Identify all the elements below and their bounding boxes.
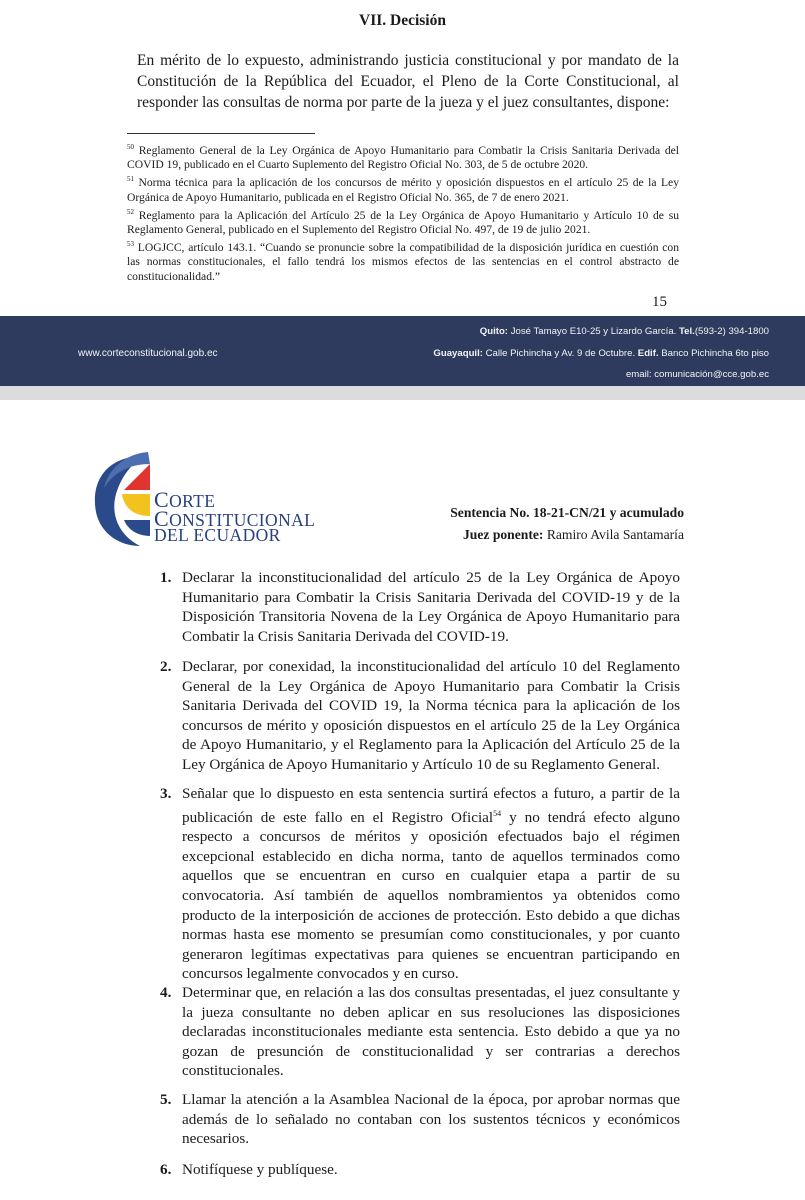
footnotes (127, 140, 679, 284)
decision-item: 3. Señalar que lo dispuesto en esta sentencia surtirá efectos a futuro, a partir de la publicación de este fallo en el Registro Oficial$^{54}$ y no tendrá efecto alguno respecto a concursos de méritos y oposición efectuados bajo el régimen excepcional establecido en dicha norma, tanto de aquellos terminados como aquellos que se encuentran en curso en cualquier etapa a partir de su convocatoria. Así también de aquellos nombramientos ya obtenidos como producto de la interposición de acciones de protección. Esto debido a que dichas normas hasta ese momento se presumían como constitucionales, y por cuanto generaron legítimas expectativas para quienes se encuentran participando en concursos legalmente convocados y en curso. (160, 785, 680, 983)
sentencia-number: Sentencia No. 18-21-CN/21 y acumulado (450, 505, 684, 520)
decision-item: 6. Notifíquese y publíquese. (160, 1161, 338, 1178)
page-15 (0, 0, 805, 386)
email-address[interactable]: email: comunicación@cce.gob.ec (625, 369, 769, 380)
website-link[interactable]: www.corteconstitucional.gob.ec (78, 348, 218, 359)
section-heading: VII. Decisión (359, 12, 446, 29)
decision-item: 2. Declarar, por conexidad, la inconstitucionalidad del artículo 10 del Reglamento General de la Ley Orgánica de Apoyo Humanitario para Combatir la Crisis Sanitaria Derivada del COVID 19, la Norma técnica para la aplicación de los concursos de mérito y oposición dispuestos en el artículo 25 de la Ley Orgánica de Apoyo Humanitario, y el Reglamento para la Aplicación del Artículo 25 de la Ley Orgánica de Apoyo Humanitario y Artículo 10 de su Reglamento General. (160, 658, 680, 773)
page-footer (0, 316, 805, 386)
footnote-52: $^{52}$ Reglamento para la Aplicación del Artículo 25 de la Ley Orgánica de Apoyo Humanitario y Artículo 10 de su Reglamento General, publicado en el Suplemento del Registro Oficial No. 497, de 19 de julio 2021. (127, 207, 680, 237)
footnote-ref-54: 54 (493, 808, 502, 818)
juez-ponente: Juez ponente: Ramiro Avila Santamaría (463, 527, 684, 542)
quito-address: Quito: José Tamayo E10-25 y Lizardo García. Tel.(593-2) 394-1800 (479, 326, 769, 337)
corte-constitucional-logo (88, 450, 316, 550)
intro-paragraph: En mérito de lo expuesto, administrando justicia constitucional y por mandato de la Constitución de la República del Ecuador, el Pleno de la Corte Constitucional, al responder las consultas de norma por parte de la jueza y el juez consultantes, dispone: (137, 52, 679, 111)
footnote-50: $^{50}$ Reglamento General de la Ley Orgánica de Apoyo Humanitario para Combatir la Crisis Sanitaria Derivada del COVID 19, publicado en el Cuarto Suplemento del Registro Oficial No. 303, de 5 de octubre 2020. (127, 143, 679, 172)
logo-line-3: DEL ECUADOR (154, 525, 281, 545)
decision-item: 4. Determinar que, en relación a las dos consultas presentadas, el juez consultante y la jueza consultante no deben aplicar en sus resoluciones las disposiciones declaradas inconstitucionales mediante esta sentencia. Esto debido a que ya no gozan de presunción de constitucionalidad y ser contrarias a derechos constitucionales. (160, 984, 680, 1080)
footnote-53: $^{53}$ LOGJCC, artículo 143.1. “Cuando se pronuncie sobre la compatibilidad de la disposición jurídica en cuestión con las normas constitucionales, el fallo tendrá los mismos efectos de las sentencias en el control abstracto de constitucionalidad.” (127, 240, 680, 283)
footnote-divider (127, 133, 315, 134)
decision-item: 1. Declarar la inconstitucionalidad del artículo 25 de la Ley Orgánica de Apoyo Humanitario para Combatir la Crisis Sanitaria Derivada del COVID-19 y de la Disposición Transitoria Novena de la Ley Orgánica de Apoyo Humanitario para Combatir la Crisis Sanitaria Derivada del COVID-19. (160, 569, 680, 645)
sentencia-header (450, 502, 684, 546)
footnote-51: $^{51}$ Norma técnica para la aplicación de los concursos de mérito y oposición dispuestos en el artículo 25 de la Ley Orgánica de Apoyo Humanitario, publicada en el Registro Oficial No. 365, de 7 de enero 2021. (127, 175, 679, 204)
page-number: 15 (652, 294, 667, 310)
page-separator (0, 386, 805, 400)
page-16 (0, 400, 805, 1200)
guayaquil-address: Guayaquil: Calle Pichincha y Av. 9 de Octubre. Edif. Banco Pichincha 6to piso (433, 348, 769, 359)
decision-item: 5. Llamar la atención a la Asamblea Nacional de la época, por aprobar normas que además de lo señalado no contaban con los sustentos técnicos y económicos necesarios. (160, 1091, 680, 1148)
logo-line-2: CONSTITUCIONAL (154, 506, 316, 531)
logo-line-1: CORTE (154, 487, 216, 512)
